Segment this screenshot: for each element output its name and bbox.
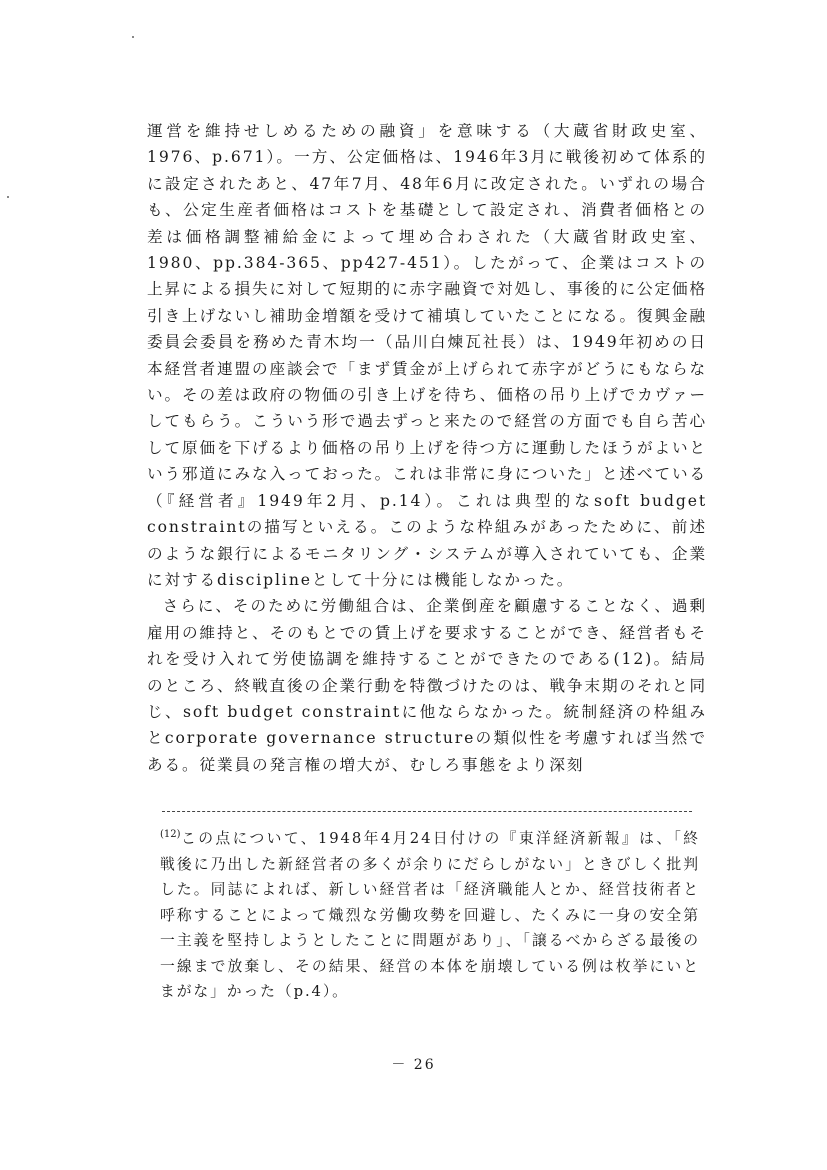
body-paragraph — [147, 593, 707, 778]
footnote-marker: (12) — [160, 829, 181, 840]
scan-speck — [7, 196, 9, 198]
footnote — [160, 822, 700, 1005]
scan-speck — [132, 36, 134, 38]
body-paragraph-text: さらに、そのために労働組合は、企業倒産を顧慮することなく、過剰雇用の維持と、そのもとでの賃上げを要求することができ、経営者もそれを受け入れて労使協調を維持することができたのである — [147, 597, 707, 669]
footnote-reference: (12) — [613, 650, 654, 669]
body-paragraph-text: 。結局のところ、終戦直後の企業行動を特徴づけたのは、戦争末期のそれと同じ、soft budget constraintに他ならなかった。統制経済の枠組みとcorporate governance structureの類似性を考慮すれば当然である。従業員の発言権の増大が、むしろ事態をより深刻 — [147, 650, 708, 774]
main-body-text — [147, 118, 707, 778]
body-paragraph: 運営を維持せしめるための融資」を意味する（大蔵省財政史室、1976、p.671）。一方、公定価格は、1946年3月に戦後初めて体系的に設定されたあと、47年7月、48年6月に改定された。いずれの場合も、公定生産者価格はコストを基礎として設定され、消費者価格との差は価格調整補給金によって埋め合わされた（大蔵省財政史室、1980、pp.384-365、pp427-451）。したがって、企業はコストの上昇による損失に対して短期的に赤字融資で対処し、事後的に公定価格引き上げないし補助金増額を受けて補填していたことになる。復興金融委員会委員を務めた青木均一（品川白煉瓦社長）は、1949年初めの日本経営者連盟の座談会で「まず賃金が上げられて赤字がどうにもならない。その差は政府の物価の引き上げを待ち、価格の吊り上げでカヴァーしてもらう。こういう形で過去ずっと来たので経営の方面でも自ら苦心して原価を下げるより価格の吊り上げを待つ方に運動したほうがよいという邪道にみな入っておった。これは非常に身についた」と述べている（『経営者』1949年2月、p.14）。これは典型的なsoft budget constraintの描写といえる。このような枠組みがあったために、前述のような銀行によるモニタリング・システムが導入されていても、企業に対するdisciplineとして十分には機能しなかった。 — [147, 122, 707, 589]
page-number: － 26 — [391, 1057, 436, 1073]
footnote-separator — [162, 811, 692, 812]
footnote-text: この点について、1948年4月24日付けの『東洋経済新報』は、「終戦後に乃出した新経営者の多くが余りにだらしがない」ときびしく批判した。同誌によれば、新しい経営者は「経済職能人とか、経営技術者と呼称することによって熾烈な労働攻勢を回避し、たくみに一身の安全第一主義を堅持しようとしたことに問題があり」、「譲るべからざる最後の一線まで放棄し、その結果、経営の本体を崩壊している例は枚挙にいとまがな」かった（p.4）。 — [160, 829, 700, 1001]
